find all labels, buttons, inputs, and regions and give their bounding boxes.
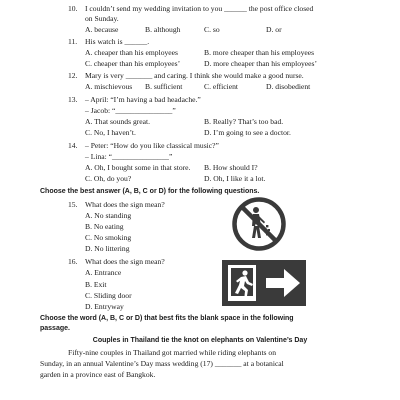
q10-option-a[interactable]: A. because <box>85 25 119 34</box>
q14-option-b[interactable]: B. How should I? <box>204 163 258 172</box>
q10-option-c[interactable]: C. so <box>204 25 220 34</box>
q12-option-d[interactable]: D. disobedient <box>266 82 311 91</box>
exit-sign-icon <box>222 260 306 306</box>
q16-option-d[interactable]: D. Entryway <box>85 302 124 311</box>
section-instruction-passage-line2: passage. <box>40 325 70 332</box>
q13-number: 13. <box>68 95 78 104</box>
q10-number: 10. <box>68 4 78 13</box>
q10-option-d[interactable]: D. or <box>266 25 282 34</box>
q14-option-a[interactable]: A. Oh, I bought some in that store. <box>85 163 191 172</box>
no-littering-sign-icon <box>231 196 287 252</box>
q10-stem-line1: I couldn’t send my wedding invitation to you ______ the post office closed <box>85 4 314 13</box>
q15-number: 15. <box>68 200 78 209</box>
q10-option-b[interactable]: B. although <box>145 25 181 34</box>
passage-line1: Fifty-nine couples in Thailand got married while riding elephants on <box>68 348 277 357</box>
q11-option-a[interactable]: A. cheaper than his employees <box>85 48 178 57</box>
q11-option-b[interactable]: B. more cheaper than his employees <box>204 48 315 57</box>
q12-number: 12. <box>68 71 78 80</box>
q14-number: 14. <box>68 141 78 150</box>
q12-option-c[interactable]: C. efficient <box>204 82 239 91</box>
q14-line1: – Peter: “How do you like classical music?” <box>85 141 219 150</box>
q10-stem-line2: on Sunday. <box>85 14 119 23</box>
q12-stem: Mary is very _______ and caring. I think she would make a good nurse. <box>85 71 304 80</box>
q15-option-d[interactable]: D. No littering <box>85 244 130 253</box>
q11-option-c[interactable]: C. cheaper than his employees’ <box>85 59 181 68</box>
q13-option-c[interactable]: C. No, I haven’t. <box>85 128 136 137</box>
q13-option-a[interactable]: A. That sounds great. <box>85 117 151 126</box>
q16-stem: What does the sign mean? <box>85 257 165 266</box>
q15-option-a[interactable]: A. No standing <box>85 211 132 220</box>
section-instruction-signs: Choose the best answer (A, B, C or D) for the following questions. <box>40 188 260 195</box>
q16-number: 16. <box>68 257 78 266</box>
q14-option-d[interactable]: D. Oh, I like it a lot. <box>204 174 266 183</box>
passage-title: Couples in Thailand tie the knot on elephants on Valentine’s Day <box>92 337 308 344</box>
q14-line2: – Lina: “_______________” <box>85 152 173 161</box>
q15-option-c[interactable]: C. No smoking <box>85 233 132 242</box>
q15-option-b[interactable]: B. No eating <box>85 222 124 231</box>
q12-option-a[interactable]: A. mischievous <box>85 82 133 91</box>
q13-line2: – Jacob: “_______________” <box>85 106 176 115</box>
q12-option-b[interactable]: B. sufficient <box>145 82 183 91</box>
section-instruction-passage-line1: Choose the word (A, B, C or D) that best fits the blank space in the following <box>40 315 294 322</box>
passage-line2: Sunday, in an annual Valentine’s Day mass wedding (17) _______ at a botanical <box>40 359 284 368</box>
q11-stem: His watch is ______. <box>85 37 150 46</box>
q16-option-c[interactable]: C. Sliding door <box>85 291 132 300</box>
q13-option-d[interactable]: D. I’m going to see a doctor. <box>204 128 291 137</box>
q11-number: 11. <box>68 37 78 46</box>
q13-line1: – April: “I’m having a bad headache.” <box>85 95 201 104</box>
q16-option-b[interactable]: B. Exit <box>85 280 107 289</box>
passage-line3: garden in a province east of Bangkok. <box>40 370 156 379</box>
q13-option-b[interactable]: B. Really? That’s too bad. <box>204 117 284 126</box>
q16-option-a[interactable]: A. Entrance <box>85 268 122 277</box>
q11-option-d[interactable]: D. more cheaper than his employees’ <box>204 59 318 68</box>
q14-option-c[interactable]: C. Oh, do you? <box>85 174 132 183</box>
q15-stem: What does the sign mean? <box>85 200 165 209</box>
